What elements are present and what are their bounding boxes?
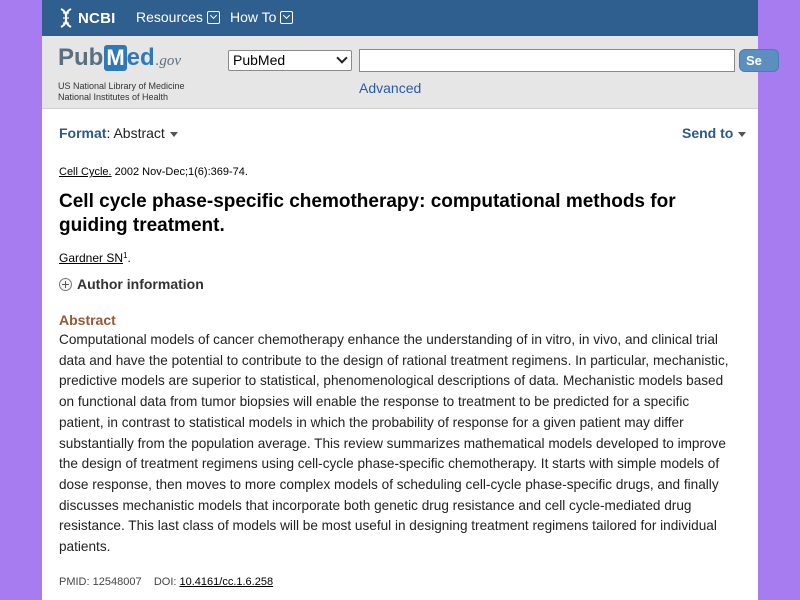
chevron-down-icon	[280, 11, 293, 24]
author-information-label: Author information	[77, 276, 204, 292]
citation	[59, 166, 248, 178]
database-select-value: PubMed	[233, 52, 286, 68]
logo-m: M	[106, 45, 125, 70]
author-link[interactable]: Gardner SN	[59, 251, 124, 265]
pubmed-page	[42, 0, 762, 600]
nih-line: National Institutes of Health	[58, 92, 169, 102]
logo-ed: ed	[126, 44, 155, 71]
article-title: Cell cycle phase-specific chemotherapy: computational methods for guiding treatment.	[59, 191, 676, 236]
article-identifiers	[59, 576, 273, 588]
resources-label: Resources	[136, 9, 203, 25]
how-to-label: How To	[230, 9, 277, 25]
author-affiliation-number: 1	[123, 251, 128, 260]
author-list	[59, 251, 131, 265]
author-period: .	[127, 251, 131, 265]
send-to-menu[interactable]	[682, 125, 746, 141]
search-band	[42, 36, 762, 109]
doi-label: DOI:	[153, 576, 177, 588]
caret-down-icon	[170, 132, 178, 137]
ncbi-logo-text: NCBI	[78, 9, 116, 27]
abstract-heading: Abstract	[59, 312, 116, 328]
format-colon: :	[106, 125, 114, 141]
how-to-menu[interactable]	[230, 9, 293, 25]
format-selector[interactable]	[59, 125, 178, 141]
search-button[interactable]: Se	[739, 49, 779, 72]
abstract-text: Computational models of cancer chemotherapy enhance the understanding of in vitro, in vivo, and clinical trial data and have the potential to contribute to the design of rational treatment regimens. In particular, mechanistic, predictive models are superior to statistical, phenomenological descriptions of data. Mechanistic models based on functional data from tumor biopsies will enable the response to treatment to be predicted for a specific patient, in contrast to statistical models in which the probability of response for a given patient may differ substantially from the population average. This review summarizes mathematical models developed to improve the design of treatment regimens using cell-cycle phase-specific chemotherapy. It starts with simple models of dose response, then moves to more complex models of scheduling cell-cycle phase-specific drugs, and finally discusses mechanistic models that incorporate both genetic drug resistance and cell cycle-mediated drug resistance. This last class of models will be most useful in designing treatment regimens tailored for individual patients.	[59, 332, 729, 555]
expand-plus-icon	[59, 278, 72, 291]
chevron-down-icon	[207, 11, 220, 24]
send-to-label: Send to	[682, 125, 734, 141]
citation-details: 2002 Nov-Dec;1(6):369-74.	[114, 166, 248, 178]
chevron-down-icon	[336, 52, 347, 63]
journal-link[interactable]: Cell Cycle.	[59, 166, 112, 178]
pubmed-logo[interactable]	[58, 44, 228, 104]
caret-down-icon	[738, 132, 746, 137]
pubmed-wordmark	[58, 44, 181, 74]
author-information-toggle[interactable]	[59, 276, 204, 292]
logo-gov: .gov	[155, 53, 182, 69]
pmid-value: 12548007	[92, 576, 142, 588]
ncbi-helix-icon	[58, 8, 74, 28]
doi-link[interactable]: 10.4161/cc.1.6.258	[179, 576, 274, 588]
nlm-line: US National Library of Medicine	[58, 81, 185, 91]
ncbi-header-bar	[42, 0, 758, 36]
resources-menu[interactable]	[136, 9, 220, 25]
database-select[interactable]	[228, 50, 352, 71]
ncbi-logo[interactable]	[58, 7, 115, 29]
pmid-label: PMID:	[59, 576, 90, 588]
search-input[interactable]	[359, 49, 735, 72]
advanced-search-link[interactable]: Advanced	[359, 80, 422, 96]
logo-pub: Pub	[58, 44, 104, 71]
format-value: Abstract	[113, 125, 165, 141]
format-label: Format	[59, 125, 107, 141]
